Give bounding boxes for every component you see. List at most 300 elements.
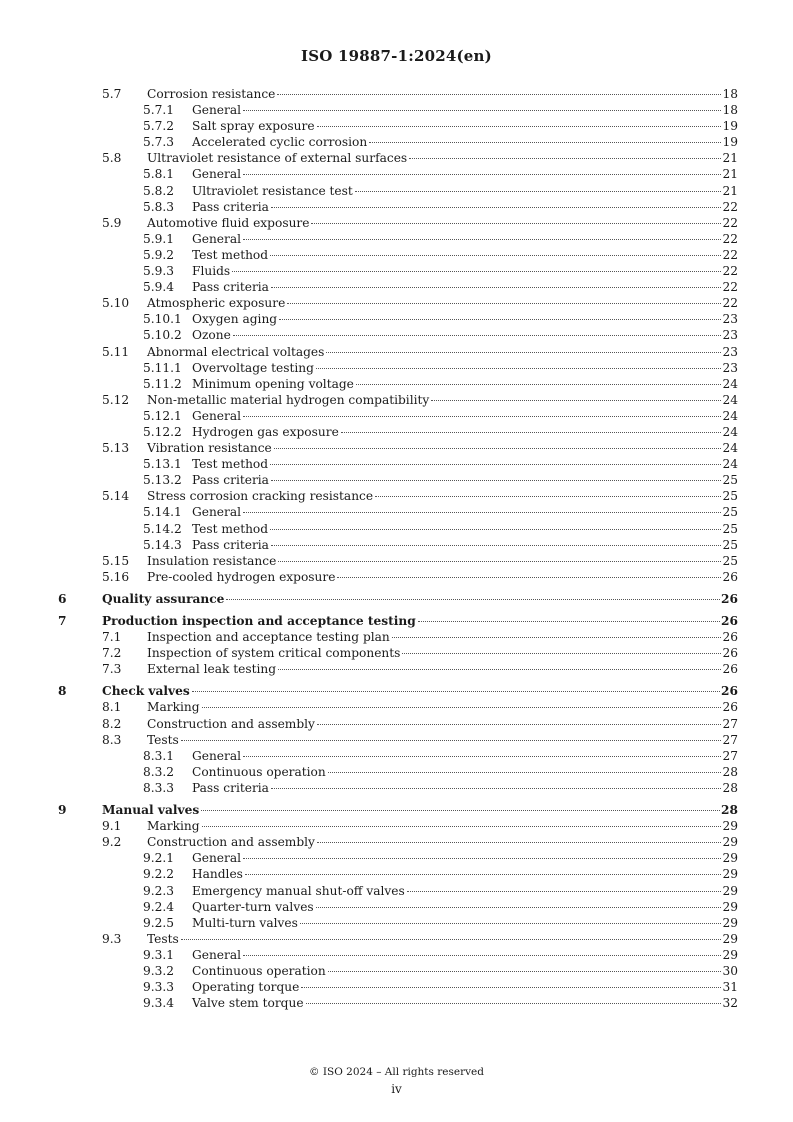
toc-entry-title: Operating torque: [192, 980, 300, 995]
toc-entry-page: 22: [722, 264, 738, 279]
dot-leader: [245, 874, 722, 875]
toc-entry-title: General: [192, 167, 241, 182]
toc-entry-page: 23: [722, 360, 738, 375]
dot-leader: [201, 810, 720, 811]
toc-entry-title: Ozone: [192, 328, 231, 343]
toc-entry[interactable]: [58, 883, 738, 899]
toc-entry[interactable]: [58, 247, 738, 263]
toc-entry[interactable]: [58, 963, 738, 979]
toc-entry-title: Ultraviolet resistance of external surfaces: [147, 151, 408, 166]
toc-entry-title: Emergency manual shut-off valves: [192, 883, 405, 898]
toc-entry-number: 6: [58, 591, 67, 606]
toc-entry-line: [147, 931, 738, 947]
toc-entry-number: 5.7.3: [143, 135, 175, 150]
toc-entry-number: 5.11.1: [143, 360, 182, 375]
toc-entry-title: Corrosion resistance: [147, 87, 276, 101]
dot-leader: [243, 416, 721, 417]
toc-entry-number: 5.13.1: [143, 457, 182, 472]
toc-entry-line: [192, 231, 738, 247]
toc-entry-page: 24: [722, 376, 738, 391]
toc-entry[interactable]: [58, 279, 738, 295]
dot-leader: [341, 432, 722, 433]
toc-entry-title: Marking: [147, 700, 200, 715]
toc-entry[interactable]: [58, 979, 738, 995]
toc-entry[interactable]: [58, 231, 738, 247]
dot-leader: [233, 335, 722, 336]
toc-entry-number: 5.12.2: [143, 424, 182, 439]
toc-entry-line: [147, 645, 738, 661]
dot-leader: [271, 545, 722, 546]
toc-entry[interactable]: [58, 834, 738, 850]
toc-entry-title: Ultraviolet resistance test: [192, 183, 353, 198]
toc-entry[interactable]: [58, 376, 738, 392]
toc-entry-title: Test method: [192, 521, 269, 536]
toc-entry-page: 26: [722, 700, 738, 715]
dot-leader: [300, 923, 722, 924]
toc-entry-title: Handles: [192, 867, 243, 882]
toc-entry-number: 9.3.3: [143, 980, 175, 995]
toc-entry-number: 5.11.2: [143, 376, 182, 391]
toc-entry-line: [192, 263, 738, 279]
toc-entry-line: [147, 553, 738, 569]
dot-leader: [317, 842, 722, 843]
dot-leader: [311, 223, 721, 224]
toc-entry-number: 5.11: [102, 344, 130, 359]
page-number: iv: [391, 1082, 402, 1096]
toc-entry-line: [192, 166, 738, 182]
toc-entry[interactable]: [58, 504, 738, 520]
dot-leader: [431, 400, 721, 401]
dot-leader: [270, 464, 721, 465]
toc-entry-number: 5.15: [102, 553, 130, 568]
toc-entry-title: Production inspection and acceptance testing: [102, 614, 416, 628]
toc-entry-page: 29: [722, 819, 738, 834]
dot-leader: [409, 158, 721, 159]
toc-entry-number: 9.3.4: [143, 996, 175, 1011]
dot-leader: [278, 561, 721, 562]
toc-entry-line: [147, 732, 738, 748]
toc-entry-line: [192, 995, 738, 1011]
toc-entry-page: 18: [722, 103, 738, 118]
toc-entry-number: 8.1: [102, 700, 122, 715]
dot-leader: [287, 303, 721, 304]
toc-entry[interactable]: [58, 661, 738, 677]
toc-entry-page: 25: [722, 505, 738, 520]
dot-leader: [277, 94, 721, 95]
toc-entry-title: Inspection and acceptance testing plan: [147, 630, 390, 645]
dot-leader: [232, 271, 721, 272]
toc-entry-line: [147, 699, 738, 715]
toc-entry-line: [147, 215, 738, 231]
toc-entry-number: 5.9.2: [143, 247, 175, 262]
dot-leader: [271, 287, 722, 288]
toc-entry-page: 22: [722, 215, 738, 230]
toc-entry-page: 24: [722, 392, 738, 407]
toc-entry-page: 29: [722, 947, 738, 962]
page-footer: [0, 1066, 793, 1096]
dot-leader: [243, 110, 721, 111]
toc-entry-page: 24: [722, 408, 738, 423]
toc-entry[interactable]: [58, 199, 738, 215]
toc-entry-title: Salt spray exposure: [192, 119, 315, 134]
toc-entry-number: 5.9.3: [143, 264, 175, 279]
toc-entry[interactable]: [58, 613, 738, 629]
toc-entry-line: [102, 802, 738, 818]
toc-entry[interactable]: [58, 645, 738, 661]
toc-entry-number: 5.13: [102, 441, 130, 456]
toc-entry-line: [192, 118, 738, 134]
toc-entry-page: 21: [722, 167, 738, 182]
toc-entry-line: [147, 392, 738, 408]
dot-leader: [369, 142, 721, 143]
dot-leader: [375, 496, 721, 497]
dot-leader: [243, 955, 721, 956]
dot-leader: [271, 480, 722, 481]
toc-entry-page: 24: [722, 457, 738, 472]
toc-entry-title: Quarter-turn valves: [192, 899, 314, 914]
toc-entry[interactable]: [58, 440, 738, 456]
toc-entry[interactable]: [58, 629, 738, 645]
toc-entry[interactable]: [58, 360, 738, 376]
toc-entry-page: 25: [722, 521, 738, 536]
toc-entry-number: 9.2: [102, 835, 122, 850]
toc-entry-title: Continuous operation: [192, 764, 326, 779]
toc-entry-page: 22: [722, 247, 738, 262]
dot-leader: [418, 621, 720, 622]
toc-entry-number: 5.14.1: [143, 505, 182, 520]
toc-entry-line: [192, 979, 738, 995]
toc-entry-title: Non-metallic material hydrogen compatibility: [147, 392, 430, 407]
toc-entry-number: 5.7: [102, 87, 122, 101]
dot-leader: [337, 577, 721, 578]
toc-entry[interactable]: [58, 716, 738, 732]
dot-leader: [202, 826, 722, 827]
toc-entry[interactable]: [58, 408, 738, 424]
toc-entry-page: 28: [722, 780, 738, 795]
toc-entry-line: [147, 440, 738, 456]
toc-entry[interactable]: [58, 947, 738, 963]
toc-entry-line: [192, 199, 738, 215]
toc-entry-number: 5.8: [102, 151, 122, 166]
toc-entry[interactable]: [58, 488, 738, 504]
toc-entry-page: 23: [722, 312, 738, 327]
toc-entry-page: 29: [722, 883, 738, 898]
toc-entry[interactable]: [58, 683, 738, 699]
toc-entry-page: 23: [722, 328, 738, 343]
toc-entry-page: 21: [722, 183, 738, 198]
toc-entry-title: Construction and assembly: [147, 716, 315, 731]
dot-leader: [356, 384, 722, 385]
toc-entry-number: 8.2: [102, 716, 122, 731]
toc-entry-page: 26: [722, 662, 738, 677]
toc-entry[interactable]: [58, 166, 738, 182]
toc-entry-line: [192, 134, 738, 150]
toc-entry[interactable]: [58, 215, 738, 231]
toc-entry-line: [192, 456, 738, 472]
toc-entry-line: [147, 344, 738, 360]
toc-entry-page: 26: [721, 591, 738, 606]
toc-entry-number: 5.8.3: [143, 199, 175, 214]
toc-entry[interactable]: [58, 295, 738, 311]
toc-entry-page: 22: [722, 231, 738, 246]
toc-entry-title: Minimum opening voltage: [192, 376, 354, 391]
toc-entry-title: Pass criteria: [192, 280, 269, 295]
dot-leader: [317, 126, 722, 127]
toc-entry-page: 19: [722, 135, 738, 150]
toc-entry-number: 8.3.1: [143, 748, 175, 763]
dot-leader: [306, 1003, 722, 1004]
toc-entry-number: 9.1: [102, 819, 122, 834]
toc-entry-title: Accelerated cyclic corrosion: [192, 135, 368, 150]
toc-entry-title: Continuous operation: [192, 963, 326, 978]
toc-entry-title: Atmospheric exposure: [147, 296, 286, 311]
toc-entry-title: Marking: [147, 819, 200, 834]
toc-entry-number: 5.16: [102, 569, 130, 584]
toc-entry-title: Pass criteria: [192, 780, 269, 795]
toc-entry[interactable]: [58, 818, 738, 834]
toc-entry-line: [102, 591, 738, 607]
toc-entry-line: [192, 899, 738, 915]
toc-entry[interactable]: [58, 102, 738, 118]
toc-entry-page: 28: [721, 803, 738, 818]
toc-entry-line: [102, 683, 738, 699]
toc-entry-number: 5.7.2: [143, 119, 175, 134]
toc-entry[interactable]: [58, 591, 738, 607]
toc-entry-page: 29: [722, 931, 738, 946]
toc-entry-page: 26: [722, 646, 738, 661]
toc-entry-title: Quality assurance: [102, 591, 225, 606]
toc-entry-page: 26: [722, 569, 738, 584]
toc-entry[interactable]: [58, 183, 738, 199]
toc-entry[interactable]: [58, 931, 738, 947]
toc-entry-page: 27: [722, 716, 738, 731]
dot-leader: [328, 772, 722, 773]
toc-entry-title: General: [192, 408, 241, 423]
toc-entry-number: 5.12: [102, 392, 130, 407]
toc-entry-page: 26: [722, 630, 738, 645]
toc-entry-line: [192, 850, 738, 866]
dot-leader: [279, 319, 721, 320]
dot-leader: [407, 891, 722, 892]
dot-leader: [328, 971, 722, 972]
toc-entry[interactable]: [58, 134, 738, 150]
toc-entry-number: 7.3: [102, 662, 122, 677]
toc-entry-number: 7: [58, 614, 67, 628]
dot-leader: [270, 529, 721, 530]
toc-entry-title: General: [192, 103, 241, 118]
toc-entry[interactable]: [58, 850, 738, 866]
dot-leader: [326, 352, 721, 353]
toc-entry-number: 8.3.2: [143, 764, 175, 779]
toc-entry[interactable]: [58, 866, 738, 882]
toc-entry-title: Pre-cooled hydrogen exposure: [147, 569, 336, 584]
dot-leader: [317, 724, 722, 725]
toc-entry-page: 25: [722, 489, 738, 504]
dot-leader: [181, 740, 722, 741]
toc-entry-line: [147, 150, 738, 166]
dot-leader: [181, 939, 722, 940]
toc-entry-number: 5.10.2: [143, 328, 182, 343]
toc-entry-line: [192, 247, 738, 263]
toc-entry[interactable]: [58, 311, 738, 327]
toc-entry-page: 31: [722, 980, 738, 995]
dot-leader: [278, 669, 721, 670]
toc-entry-line: [192, 311, 738, 327]
toc-entry-page: 29: [722, 851, 738, 866]
toc-entry-title: Tests: [147, 931, 179, 946]
toc-entry-page: 21: [722, 151, 738, 166]
toc-entry-page: 30: [722, 963, 738, 978]
toc-entry-page: 26: [721, 684, 738, 699]
toc-entry-line: [192, 408, 738, 424]
toc-entry-line: [192, 327, 738, 343]
toc-entry-line: [192, 360, 738, 376]
toc-entry-line: [147, 86, 738, 102]
toc-entry-title: Manual valves: [102, 803, 200, 818]
toc-entry-page: 24: [722, 441, 738, 456]
toc-entry-line: [147, 569, 738, 585]
dot-leader: [243, 239, 721, 240]
toc-entry-title: Construction and assembly: [147, 835, 315, 850]
toc-entry-title: Stress corrosion cracking resistance: [147, 489, 374, 504]
toc-entry[interactable]: [58, 344, 738, 360]
dot-leader: [192, 691, 720, 692]
toc-entry-title: General: [192, 231, 241, 246]
toc-entry-title: General: [192, 851, 241, 866]
toc-entry-page: 29: [722, 915, 738, 930]
toc-entry[interactable]: [58, 699, 738, 715]
toc-entry-line: [192, 424, 738, 440]
toc-entry[interactable]: [58, 263, 738, 279]
dot-leader: [243, 174, 721, 175]
toc-entry-number: 5.9.4: [143, 280, 175, 295]
toc-entry-line: [192, 764, 738, 780]
toc-entry-number: 5.8.2: [143, 183, 175, 198]
toc-entry-line: [192, 537, 738, 553]
toc-entry-number: 5.13.2: [143, 473, 182, 488]
toc-entry-number: 5.9.1: [143, 231, 175, 246]
toc-entry[interactable]: [58, 748, 738, 764]
toc-entry[interactable]: [58, 764, 738, 780]
toc-entry-page: 22: [722, 296, 738, 311]
toc-entry-number: 7.1: [102, 630, 122, 645]
toc-entry-page: 25: [722, 473, 738, 488]
toc-entry-number: 8.3.3: [143, 780, 175, 795]
toc-entry-title: Abnormal electrical voltages: [147, 344, 325, 359]
toc-entry-number: 5.7.1: [143, 103, 175, 118]
toc-entry[interactable]: [58, 732, 738, 748]
toc-entry-title: Test method: [192, 457, 269, 472]
toc-entry[interactable]: [58, 553, 738, 569]
toc-entry-line: [147, 661, 738, 677]
toc-entry[interactable]: [58, 456, 738, 472]
toc-entry-number: 5.14.3: [143, 537, 182, 552]
toc-entry-line: [192, 915, 738, 931]
toc-entry-title: Insulation resistance: [147, 553, 277, 568]
dot-leader: [226, 599, 720, 600]
toc-entry-number: 5.10.1: [143, 312, 182, 327]
toc-entry-title: Fluids: [192, 264, 231, 279]
toc-entry-title: Valve stem torque: [192, 996, 304, 1011]
toc-entry-page: 18: [722, 87, 738, 101]
toc-entry[interactable]: [58, 424, 738, 440]
toc-entry-number: 9.3.1: [143, 947, 175, 962]
toc-entry-number: 8.3: [102, 732, 122, 747]
toc-entry-page: 32: [722, 996, 738, 1011]
toc-entry[interactable]: [58, 86, 738, 102]
toc-entry[interactable]: [58, 392, 738, 408]
toc-entry-number: 5.10: [102, 296, 130, 311]
toc-entry-title: Pass criteria: [192, 537, 269, 552]
toc-entry[interactable]: [58, 569, 738, 585]
document-header: ISO 19887-1:2024(en): [301, 47, 492, 65]
toc-entry[interactable]: [58, 150, 738, 166]
toc-entry-number: 9.2.3: [143, 883, 175, 898]
dot-leader: [316, 907, 722, 908]
toc-entry[interactable]: [58, 780, 738, 796]
toc-entry-page: 25: [722, 553, 738, 568]
toc-entry-line: [192, 883, 738, 899]
toc-entry[interactable]: [58, 472, 738, 488]
toc-entry[interactable]: [58, 327, 738, 343]
toc-entry[interactable]: [58, 537, 738, 553]
toc-entry-page: 25: [722, 537, 738, 552]
toc-entry-page: 27: [722, 732, 738, 747]
dot-leader: [243, 512, 721, 513]
toc-entry-line: [192, 183, 738, 199]
toc-entry-line: [147, 818, 738, 834]
toc-entry-line: [192, 780, 738, 796]
toc-entry[interactable]: [58, 802, 738, 818]
toc-entry-page: 27: [722, 748, 738, 763]
toc-entry-title: Inspection of system critical components: [147, 646, 401, 661]
toc-entry-number: 9: [58, 803, 67, 818]
toc-entry-page: 22: [722, 199, 738, 214]
dot-leader: [270, 255, 721, 256]
toc-entry-line: [192, 947, 738, 963]
toc-entry-title: Multi-turn valves: [192, 915, 298, 930]
dot-leader: [392, 637, 722, 638]
toc-entry[interactable]: [58, 995, 738, 1011]
toc-entry-line: [192, 748, 738, 764]
toc-entry-line: [147, 488, 738, 504]
toc-entry-title: Hydrogen gas exposure: [192, 424, 339, 439]
toc-entry-line: [192, 963, 738, 979]
toc-entry-page: 19: [722, 119, 738, 134]
toc-entry-number: 9.3.2: [143, 963, 175, 978]
toc-entry-title: General: [192, 505, 241, 520]
toc-entry[interactable]: [58, 118, 738, 134]
toc-entry-page: 29: [722, 899, 738, 914]
toc-entry-number: 5.9: [102, 215, 122, 230]
toc-entry-page: 29: [722, 867, 738, 882]
toc-entry-title: Check valves: [102, 684, 190, 699]
toc-entry-title: Oxygen aging: [192, 312, 278, 327]
toc-entry-title: Tests: [147, 732, 179, 747]
toc-entry-title: General: [192, 748, 241, 763]
toc-entry-number: 5.14: [102, 489, 130, 504]
dot-leader: [402, 653, 721, 654]
toc-entry-line: [147, 629, 738, 645]
toc-entry-line: [192, 279, 738, 295]
toc-entry[interactable]: [58, 899, 738, 915]
toc-entry[interactable]: [58, 521, 738, 537]
toc-entry-page: 22: [722, 280, 738, 295]
dot-leader: [243, 858, 721, 859]
toc-entry[interactable]: [58, 915, 738, 931]
toc-entry-line: [147, 716, 738, 732]
toc-entry-title: General: [192, 947, 241, 962]
